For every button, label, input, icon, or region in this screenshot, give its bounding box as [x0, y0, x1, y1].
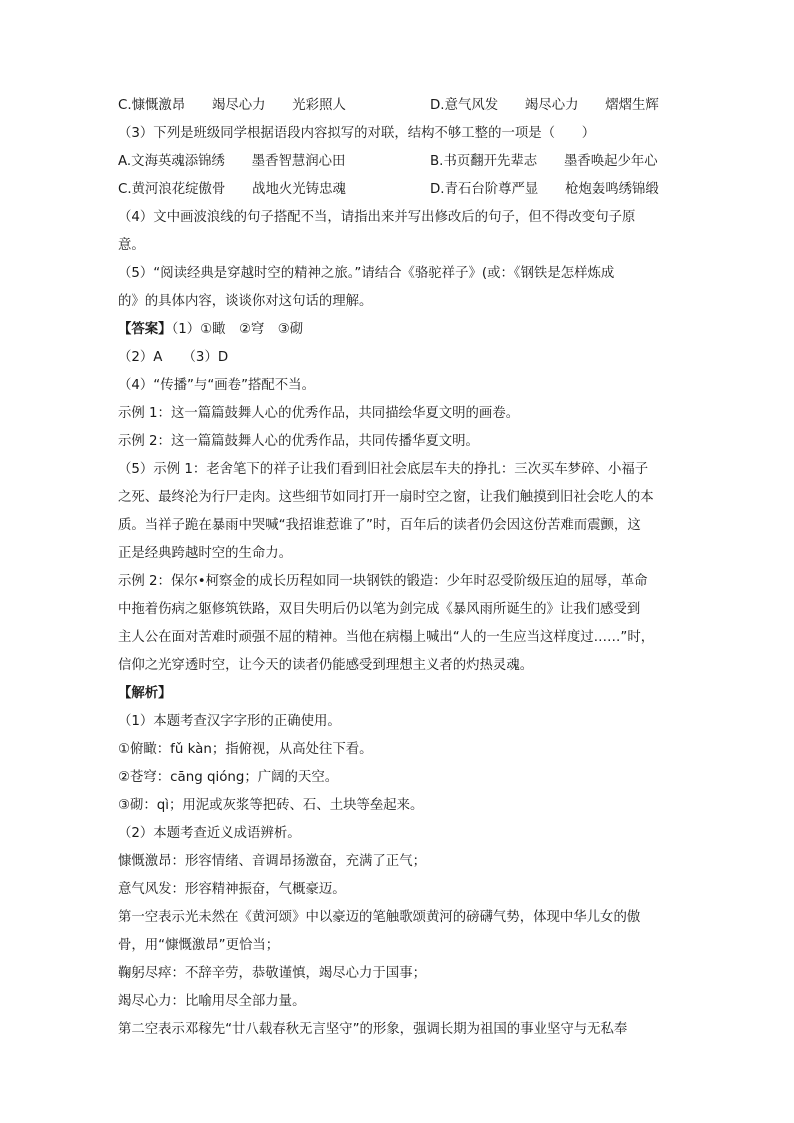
answer-5-line: 主人公在面对苦难时顽强不屈的精神。当他在病榻上喊出“人的一生应当这样度过……”时， — [118, 630, 655, 645]
analysis-line: 鞠躬尽瘁：不辞辛劳，恭敬谨慎，竭尽心力于国事； — [118, 966, 426, 981]
q2-option-d: D.意气风发 竭尽心力 熠熠生辉 — [430, 98, 659, 113]
q4-prompt-line: 意。 — [118, 238, 145, 253]
answer-5-line: （5）示例 1：老舍笔下的祥子让我们看到旧社会底层车夫的挣扎：三次买车梦碎、小福子 — [118, 462, 649, 477]
analysis-line: （2）本题考查近义成语辨析。 — [118, 826, 301, 841]
answer-line — [118, 316, 678, 344]
analysis-line: ③砌：qì；用泥或灰浆等把砖、石、土块等垒起来。 — [118, 798, 424, 813]
q2-options-row — [118, 92, 678, 120]
answer-5-line: 质。当祥子跪在暴雨中哭喊“我招谁惹谁了”时，百年后的读者仍会因这份苦难而震颤，这 — [118, 518, 641, 533]
q3-options-row — [118, 176, 678, 204]
answer-4: （4）“传播”与“画卷”搭配不当。 — [118, 378, 315, 393]
analysis-label: 【解析】 — [118, 686, 172, 701]
q3-prompt: （3）下列是班级同学根据语段内容拟写的对联，结构不够工整的一项是（ ） — [118, 126, 596, 141]
analysis-line: ①俯瞰：fǔ kàn；指俯视，从高处往下看。 — [118, 742, 373, 757]
analysis-line: 第二空表示邓稼先“廿八载春秋无言坚守”的形象，强调长期为祖国的事业坚守与无私奉 — [118, 1022, 628, 1037]
answer-4-example-2: 示例 2：这一篇篇鼓舞人心的优秀作品，共同传播华夏文明。 — [118, 434, 479, 449]
q2-option-c: C.慷慨激昂 竭尽心力 光彩照人 — [118, 98, 346, 113]
analysis-line: 骨，用“慷慨激昂”更恰当； — [118, 938, 280, 953]
q3-option-c: C.黄河浪花绽傲骨 战地火光铸忠魂 — [118, 182, 346, 197]
q3-option-d: D.青石台阶尊严显 枪炮轰鸣绣锦缎 — [430, 182, 659, 197]
answer-1: （1）①瞰 ②穹 ③砌 — [171, 322, 304, 337]
analysis-line: ②苍穹：cāng qióng；广阔的天空。 — [118, 770, 339, 785]
q3-option-b: B.书页翻开先辈志 墨香唤起少年心 — [430, 154, 658, 169]
analysis-line: 竭尽心力：比喻用尽全部力量。 — [118, 994, 306, 1009]
analysis-line: 意气风发：形容精神振奋，气概豪迈。 — [118, 882, 346, 897]
answer-5-line: 正是经典跨越时空的生命力。 — [118, 546, 293, 561]
answer-5-line: 示例 2：保尔•柯察金的成长历程如同一块钢铁的锻造：少年时忍受阶级压迫的屈辱，革命 — [118, 574, 648, 589]
answer-2-3: （2）A （3）D — [118, 350, 229, 365]
q4-prompt-line: （4）文中画波浪线的句子搭配不当，请指出来并写出修改后的句子，但不得改变句子原 — [118, 210, 636, 225]
q3-options-row — [118, 148, 678, 176]
analysis-line: 第一空表示光未然在《黄河颂》中以豪迈的笔触歌颂黄河的磅礴气势，体现中华儿女的傲 — [118, 910, 641, 925]
answer-5-line: 信仰之光穿透时空，让今天的读者仍能感受到理想主义者的灼热灵魂。 — [118, 658, 534, 673]
q5-prompt-line: （5）“阅读经典是穿越时空的精神之旅。”请结合《骆驼祥子》(或：《钢铁是怎样炼成 — [118, 266, 615, 281]
document-page — [118, 92, 678, 1044]
answer-5-line: 中拖着伤病之躯修筑铁路，双目失明后仍以笔为剑完成《暴风雨所诞生的》让我们感受到 — [118, 602, 641, 617]
answer-label: 【答案】 — [118, 322, 172, 337]
analysis-line: （1）本题考查汉字字形的正确使用。 — [118, 714, 341, 729]
q3-option-a: A.文海英魂添锦绣 墨香智慧润心田 — [118, 154, 346, 169]
answer-5-line: 之死、最终沦为行尸走肉。这些细节如同打开一扇时空之窗，让我们触摸到旧社会吃人的本 — [118, 490, 654, 505]
q5-prompt-line: 的》的具体内容，谈谈你对这句话的理解。 — [118, 294, 373, 309]
analysis-line: 慷慨激昂：形容情绪、音调昂扬激奋，充满了正气； — [118, 854, 426, 869]
answer-4-example-1: 示例 1：这一篇篇鼓舞人心的优秀作品，共同描绘华夏文明的画卷。 — [118, 406, 520, 421]
